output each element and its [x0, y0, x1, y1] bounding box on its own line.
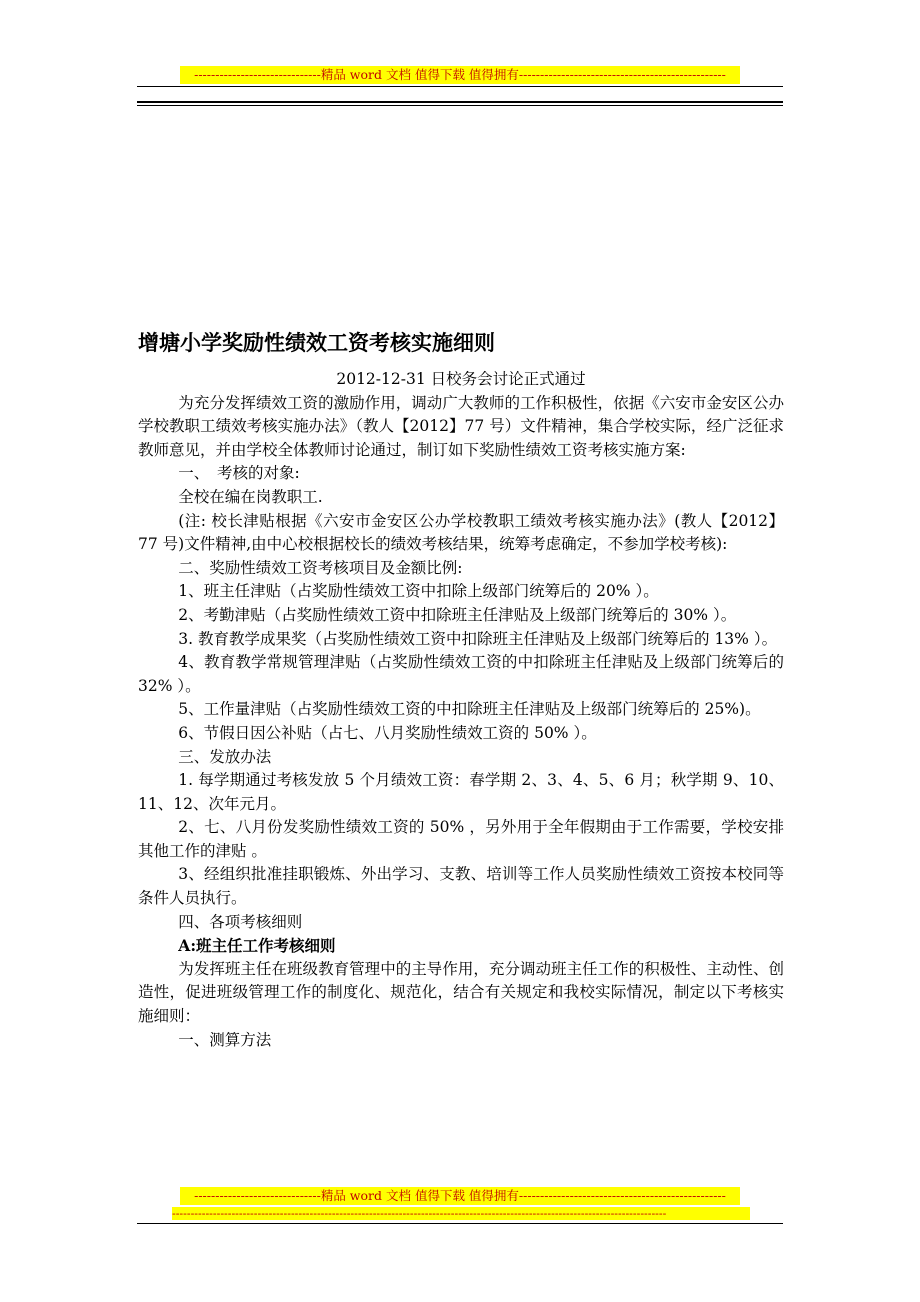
list-item: 2、考勤津贴（占奖励性绩效工资中扣除班主任津贴及上级部门统筹后的 30% ）。	[178, 605, 737, 624]
paragraph: 全校在编在岗教职工.	[178, 487, 323, 506]
list-item: 1. 每学期通过考核发放 5 个月绩效工资：春学期 2、3、4、5、6 月；秋学期 9、10、11、12、次年元月。	[138, 771, 784, 813]
list-item: 3、经组织批准挂职锻炼、外出学习、支教、培训等工作人员奖励性绩效工资按本校同等条件人员执行。	[138, 865, 784, 908]
header-banner: ------------------------------精品 word 文档 值得下载 值得拥有-------------------------------------------------	[180, 66, 740, 84]
document-body	[138, 368, 784, 1052]
meeting-date: 2012-12-31 日校务会讨论正式通过	[336, 370, 586, 388]
list-item: 6、节假日因公补贴（占七、八月奖励性绩效工资的 50% ）。	[178, 723, 597, 742]
list-item: 3. 教育教学成果奖（占奖励性绩效工资中扣除班主任津贴及上级部门统筹后的 13% ）。	[178, 629, 778, 648]
paragraph: 为发挥班主任在班级教育管理中的主导作用，充分调动班主任工作的积极性、主动性、创造性，促进班级管理工作的制度化、规范化，结合有关规定和我校实际情况，制定以下考核实施细则：	[138, 959, 784, 1026]
note-paragraph: (注: 校长津贴根据《六安市金安区公办学校教职工绩效考核实施办法》(教人【2012】 77 号)文件精神,由中心校根据校长的绩效考核结果，统筹考虑确定，不参加学校考核):	[138, 511, 784, 554]
header-rule-thick	[137, 101, 783, 103]
section-heading-4: 四、各项考核细则	[178, 912, 303, 931]
header-rule-thin	[137, 86, 783, 87]
footer-rule	[137, 1223, 783, 1224]
document-title: 增塘小学奖励性绩效工资考核实施细则	[138, 331, 495, 355]
header-rule-thin-2	[137, 105, 783, 106]
section-heading-3: 三、发放办法	[178, 747, 272, 766]
intro-paragraph: 为充分发挥绩效工资的激励作用，调动广大教师的工作积极性，依据《六安市金安区公办学校教职工绩效考核实施办法》（教人【2012】77 号）文件精神，集合学校实际，经广泛征求教师意见，并由学校全体教师讨论通过，制订如下奖励性绩效工资考核实施方案:	[138, 393, 784, 459]
footer-banner: ------------------------------精品 word 文档 值得下载 值得拥有-------------------------------------------------	[180, 1187, 740, 1205]
section-heading-5: 一、测算方法	[178, 1030, 272, 1049]
list-item: 5、工作量津贴（占奖励性绩效工资的中扣除班主任津贴及上级部门统筹后的 25%)。	[178, 700, 761, 719]
subsection-heading: A:班主任工作考核细则	[178, 936, 336, 956]
section-heading-2: 二、奖励性绩效工资考核项目及金额比例:	[178, 558, 463, 577]
footer-dash-line: -------------------------------------------------------------------------------------------------------------------------------------	[172, 1207, 750, 1220]
list-item: 2、七、八月份发奖励性绩效工资的 50% ，另外用于全年假期由于工作需要，学校安排其他工作的津贴 。	[138, 818, 784, 860]
section-heading-1: 一、 考核的对象:	[178, 464, 300, 483]
list-item: 1、班主任津贴（占奖励性绩效工资中扣除上级部门统筹后的 20% ）。	[178, 582, 659, 601]
list-item: 4、教育教学常规管理津贴（占奖励性绩效工资的中扣除班主任津贴及上级部门统筹后的 32% ）。	[138, 653, 784, 695]
